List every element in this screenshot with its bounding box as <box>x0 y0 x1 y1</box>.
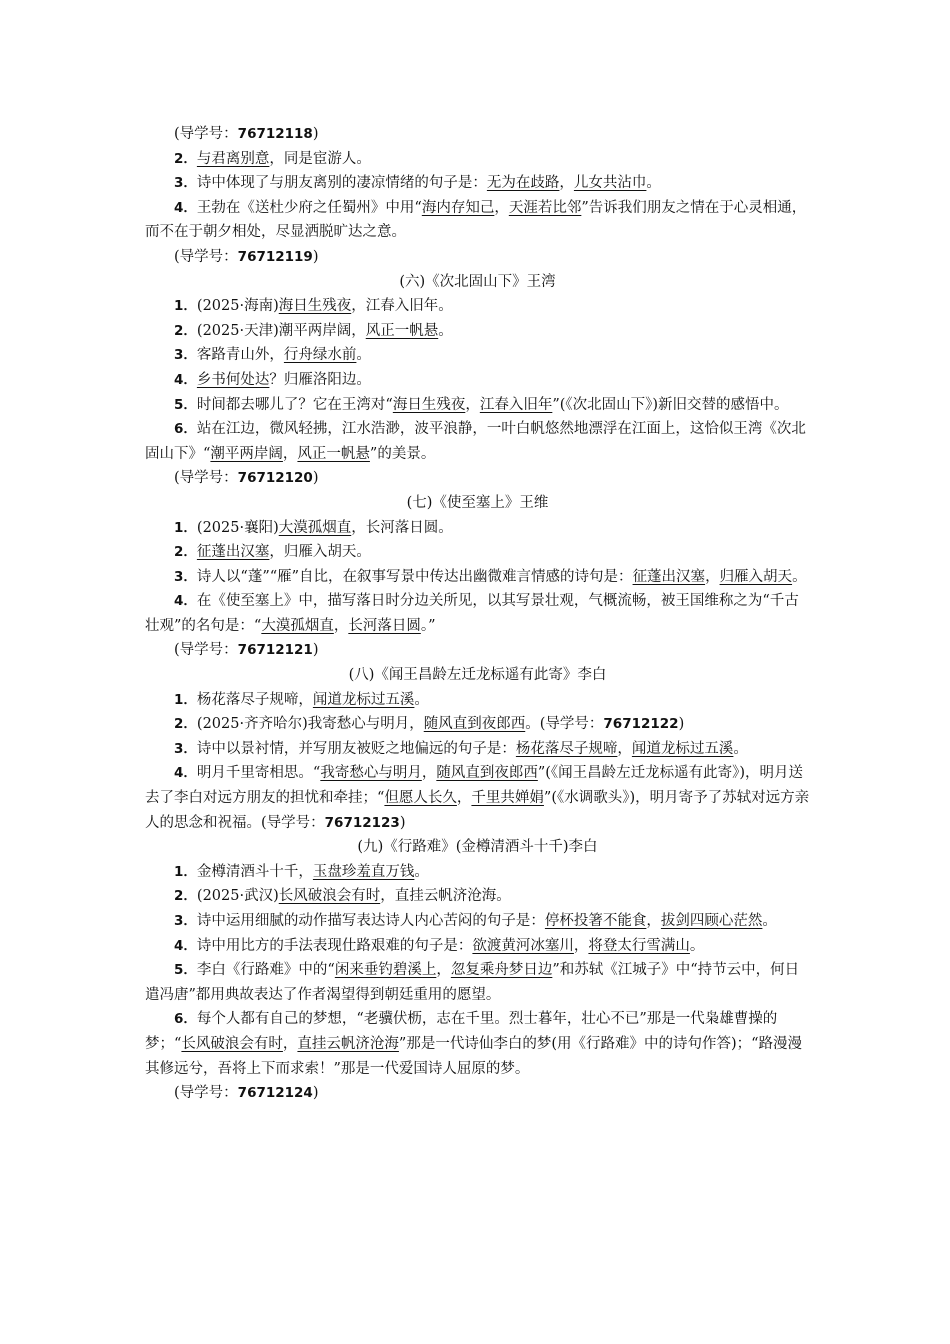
guide-code: 76712124 <box>237 1085 313 1102</box>
body-text: 诗中运用细腻的动作描写表达诗人内心苦闷的句子是： <box>196 913 545 929</box>
question-item <box>145 589 810 638</box>
item-number: 5． <box>174 962 197 979</box>
body-text: ) <box>399 814 406 831</box>
body-text: ， <box>282 445 298 462</box>
body-text: 诗中以景衬情，并写朋友被贬之地偏远的句子是： <box>196 740 516 757</box>
body-text: ，直挂云帆济沧海。 <box>380 888 511 905</box>
body-text: 。 <box>762 913 777 929</box>
question-item <box>145 417 810 466</box>
body-text: 。 <box>646 175 661 192</box>
question-item <box>145 294 810 319</box>
guide-number <box>145 245 810 270</box>
question-item <box>145 958 810 1007</box>
question-item <box>145 1007 810 1081</box>
body-text: ”和苏轼《江城子》中“持节云中，何日遣冯唐”都用典故表达了作者渴望得到朝廷重用的愿望。 <box>145 962 800 1003</box>
body-text: 。 <box>356 347 371 364</box>
item-number: 3． <box>174 568 197 585</box>
body-text: 每个人都有自己的梦想，“老骥伏枥，志在千里。烈士暮年，壮心不已”那是一代枭雄曹操的梦；“ <box>145 1011 778 1052</box>
body-text: 。 <box>414 691 429 708</box>
body-text: ”那是一代诗仙李白的梦(用《行路难》中的诗句作答)；“路漫漫其修远兮，吾将上下而求索！”那是一代爱国诗人屈原的梦。 <box>145 1035 803 1077</box>
question-item <box>145 761 810 835</box>
item-number: 1． <box>174 691 197 708</box>
answer-text: 大漠孤烟直 <box>261 617 334 634</box>
item-number: 3． <box>174 175 197 192</box>
answer-text: 我寄愁心与明月 <box>320 765 422 782</box>
question-item <box>145 147 810 172</box>
question-item <box>145 688 810 713</box>
question-item <box>145 565 810 590</box>
section-heading: (八)《闻王昌龄左迁龙标遥有此寄》李白 <box>348 667 607 684</box>
body-text: ) <box>312 642 319 659</box>
body-text: ”(《水调歌头》)，明月寄予了苏轼对远方亲人的思念和祝福。(导学号： <box>145 790 810 831</box>
body-text: (导学号： <box>174 1085 238 1102</box>
answer-text: 大漠孤烟直 <box>278 519 352 536</box>
item-number: 3． <box>174 740 197 757</box>
body-text: ) <box>312 248 319 265</box>
question-item <box>145 368 810 393</box>
body-text: ， <box>282 1035 298 1052</box>
body-text: ) <box>312 1085 319 1102</box>
guide-code: 76712118 <box>237 126 313 142</box>
guide-number <box>145 466 810 491</box>
question-item <box>145 516 810 541</box>
answer-text: 征蓬出汉塞 <box>196 544 270 561</box>
answer-text: 但愿人长久 <box>384 790 457 807</box>
item-number: 2． <box>174 322 197 339</box>
body-text: (2025·海南) <box>196 298 279 315</box>
body-text: 。 <box>733 740 748 757</box>
item-number: 1． <box>174 519 197 536</box>
body-text: ”(《次北固山下》)新旧交替的感悟中。 <box>552 396 789 413</box>
guide-code: 76712121 <box>237 642 313 659</box>
answer-text: 忽复乘舟梦日边 <box>450 962 553 979</box>
answer-text: 随风直到夜郎西 <box>436 765 538 782</box>
answer-text: 长风破浪会有时 <box>278 888 381 905</box>
body-text: ， <box>333 617 349 634</box>
body-text: ， <box>705 568 720 585</box>
section-heading: (七)《使至塞上》王维 <box>406 494 549 511</box>
question-item <box>145 884 810 909</box>
item-number: 3． <box>174 913 197 929</box>
answer-text: 闻道龙标过五溪 <box>631 740 734 757</box>
body-text: (2025·武汉) <box>196 888 279 905</box>
question-item <box>145 737 810 762</box>
body-text: ， <box>646 913 661 929</box>
body-text: (导学号： <box>174 642 238 659</box>
body-text: ，同是宦游人。 <box>269 150 371 167</box>
answer-text: 江春入旧年 <box>479 396 553 413</box>
body-text: 明月千里寄相思。“ <box>196 765 321 782</box>
answer-text: 海内存知己 <box>421 199 495 216</box>
answer-text: 将登太行雪满山 <box>588 937 690 954</box>
guide-number <box>145 1081 810 1106</box>
answer-text: 与君离别意 <box>196 150 270 167</box>
body-text: 王勃在《送杜少府之任蜀州》中用“ <box>196 199 422 216</box>
body-text: ) <box>312 126 319 142</box>
answer-text: 风正一帆悬 <box>297 445 370 462</box>
question-item <box>145 393 810 418</box>
body-text: 站在江边，微风轻拂，江水浩渺，波平浪静，一叶白帆悠然地漂浮在江面上，这恰似王湾《次北固山下》“ <box>145 421 806 462</box>
body-text: 。 <box>689 937 705 954</box>
question-item <box>145 860 810 885</box>
guide-code: 76712120 <box>237 470 313 487</box>
guide-number <box>145 638 810 663</box>
body-text: 客路青山外， <box>196 347 284 364</box>
question-item <box>145 343 810 368</box>
item-number: 6． <box>174 421 197 438</box>
body-text: ， <box>559 175 574 192</box>
body-text: ， <box>617 740 632 757</box>
body-text: ？归雁洛阳边。 <box>269 371 371 388</box>
body-text: ， <box>494 199 509 216</box>
section-heading: (六)《次北固山下》王湾 <box>399 273 556 290</box>
item-number: 2． <box>174 544 197 561</box>
body-text: ， <box>465 396 480 413</box>
item-number: 2． <box>174 716 197 733</box>
body-text: ) <box>678 716 685 733</box>
question-item <box>145 171 810 196</box>
question-item <box>145 934 810 959</box>
answer-text: 停杯投箸不能食 <box>544 913 647 929</box>
answer-text: 千里共婵娟 <box>471 790 544 807</box>
answer-text: 归雁入胡天 <box>719 568 793 585</box>
item-number: 4． <box>174 371 197 388</box>
body-text: 时间都去哪儿了？它在王湾对“ <box>196 396 393 413</box>
answer-text: 长风破浪会有时 <box>181 1035 283 1052</box>
body-text: ，长河落日圆。 <box>351 519 453 536</box>
item-number: 1． <box>174 298 197 315</box>
body-text: (2025·齐齐哈尔)我寄愁心与明月， <box>196 716 424 733</box>
body-text: ， <box>573 937 589 954</box>
answer-text: 儿女共沾巾 <box>573 175 647 192</box>
item-number: 2． <box>174 150 197 167</box>
question-item <box>145 712 810 737</box>
document-page <box>145 122 810 1106</box>
item-number: 3． <box>174 347 197 364</box>
body-text: 李白《行路难》中的“ <box>196 962 335 979</box>
answer-text: 天涯若比邻 <box>508 199 582 216</box>
answer-text: 闲来垂钓碧溪上 <box>334 962 437 979</box>
question-item <box>145 540 810 565</box>
body-text: (导学号： <box>174 248 238 265</box>
answer-text: 海日生残夜 <box>392 396 466 413</box>
body-text: (2025·襄阳) <box>196 519 279 536</box>
answer-text: 行舟绿水前 <box>283 347 357 364</box>
answer-text: 征蓬出汉塞 <box>632 568 706 585</box>
item-number: 4． <box>174 593 197 610</box>
body-text: 。” <box>420 617 436 634</box>
body-text: ，归雁入胡天。 <box>269 544 371 561</box>
item-number: 4． <box>174 199 197 216</box>
answer-text: 风正一帆悬 <box>365 322 439 339</box>
body-text: 诗中用比方的手法表现仕路艰难的句子是： <box>196 937 473 954</box>
item-number: 4． <box>174 937 197 954</box>
body-text: (导学号： <box>174 126 238 142</box>
answer-text: 拔剑四顾心茫然 <box>660 913 763 929</box>
answer-text: 潮平两岸阔 <box>210 445 283 462</box>
question-item <box>145 909 810 934</box>
answer-text: 长河落日圆 <box>348 617 421 634</box>
body-text: ， <box>421 765 437 782</box>
answer-text: 杨花落尽子规啼 <box>515 740 618 757</box>
item-number: 5． <box>174 396 197 413</box>
guide-code: 76712119 <box>237 248 313 265</box>
body-text: 诗中体现了与朋友离别的凄凉情绪的句子是： <box>196 175 487 192</box>
body-text: (导学号： <box>174 470 238 487</box>
question-item <box>145 196 810 245</box>
body-text: ”(《闻王昌龄左迁龙标遥有此寄》)，明月送去了李白对远方朋友的担忧和牵挂；“ <box>145 765 804 807</box>
answer-text: 乡书何处达 <box>196 371 270 388</box>
body-text: 诗人以“蓬”“雁”自比，在叙事写景中传达出幽微难言情感的诗句是： <box>196 568 633 585</box>
guide-number <box>145 122 810 147</box>
guide-code: 76712122 <box>603 716 679 733</box>
body-text: ， <box>456 790 472 807</box>
answer-text: 随风直到夜郎西 <box>423 716 526 733</box>
question-item <box>145 319 810 344</box>
item-number: 2． <box>174 888 197 905</box>
body-text: 金樽清酒斗十千， <box>196 863 313 880</box>
section-heading: (九)《行路难》(金樽清酒斗十千)李白 <box>357 839 598 856</box>
body-text: 。 <box>438 322 453 339</box>
answer-text: 闻道龙标过五溪 <box>312 691 415 708</box>
body-text: ”告诉我们朋友之情在于心灵相通，而不在于朝夕相处，尽显洒脱旷达之意。 <box>145 199 807 241</box>
body-text: (2025·天津)潮平两岸阔， <box>196 322 366 339</box>
body-text: ， <box>436 962 451 979</box>
body-text: ”的美景。 <box>369 445 436 462</box>
guide-code: 76712123 <box>324 814 400 831</box>
item-number: 1． <box>174 863 197 880</box>
item-number: 6． <box>174 1011 197 1028</box>
answer-text: 海日生残夜 <box>278 298 352 315</box>
answer-text: 欲渡黄河冰塞川 <box>472 937 574 954</box>
answer-text: 玉盘珍羞直万钱 <box>312 863 415 880</box>
answer-text: 直挂云帆济沧海 <box>297 1035 399 1052</box>
body-text: 。 <box>792 568 807 585</box>
answer-text: 无为在歧路 <box>486 175 560 192</box>
item-number: 4． <box>174 765 197 782</box>
body-text: 。(导学号： <box>525 716 604 733</box>
body-text: ) <box>312 470 319 487</box>
body-text: 在《使至塞上》中，描写落日时分边关所见，以其写景壮观，气概流畅，被王国维称之为“千古壮观”的名句是：“ <box>145 593 799 634</box>
body-text: 杨花落尽子规啼， <box>196 691 313 708</box>
body-text: ，江春入旧年。 <box>351 298 453 315</box>
body-text: 。 <box>414 863 429 880</box>
